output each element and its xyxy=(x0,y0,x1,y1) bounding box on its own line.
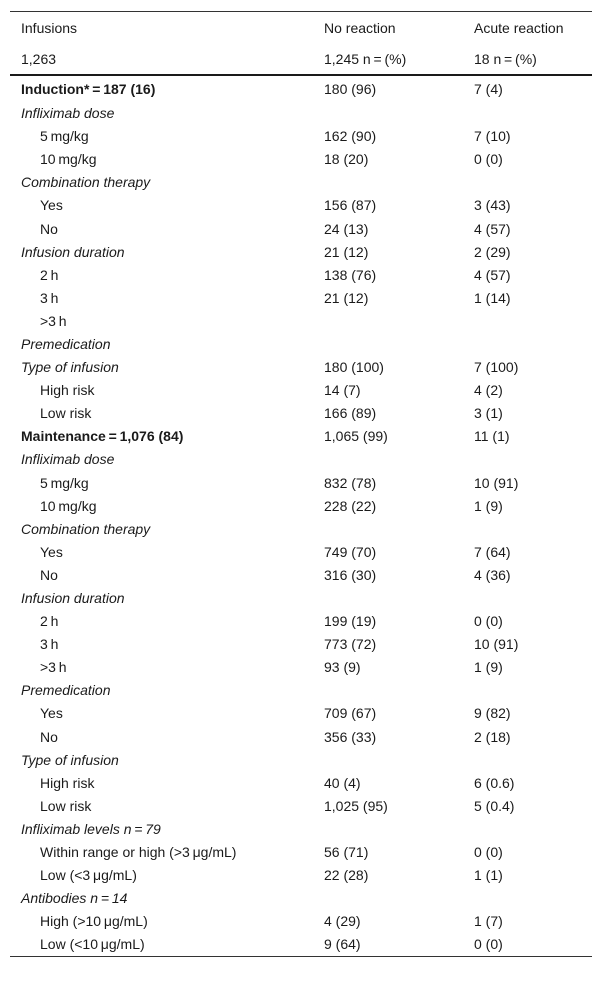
no-reaction-value xyxy=(313,818,463,841)
row-label: Infliximab dose xyxy=(21,105,115,122)
table-row xyxy=(10,749,592,772)
no-reaction-value: 709 (67) xyxy=(324,705,377,722)
row-label: Type of infusion xyxy=(21,359,119,376)
row-label: Induction* = 187 (16) xyxy=(21,80,156,97)
acute-reaction-value: 4 (57) xyxy=(474,266,511,283)
table-row xyxy=(10,194,592,217)
row-label: Low (<10 μg/mL) xyxy=(10,933,313,957)
row-label: >3 h xyxy=(40,659,67,676)
no-reaction-value: 21 (12) xyxy=(324,243,369,260)
acute-reaction-value: 7 (64) xyxy=(474,543,511,560)
table-row xyxy=(10,241,592,264)
acute-reaction-value xyxy=(463,749,592,772)
row-label: Combination therapy xyxy=(21,174,151,191)
row-label: Type of infusion xyxy=(21,751,119,768)
no-reaction-value: 9 (64) xyxy=(313,933,463,957)
acute-reaction-value xyxy=(463,818,592,841)
table-row xyxy=(10,333,592,356)
table-row xyxy=(10,587,592,610)
no-reaction-value xyxy=(313,171,463,194)
row-label: High risk xyxy=(40,382,95,399)
table-row xyxy=(10,402,592,425)
row-label: Infusion duration xyxy=(21,590,125,607)
acute-reaction-value: 1 (9) xyxy=(474,497,503,514)
table-row xyxy=(10,933,592,957)
row-label: Maintenance = 1,076 (84) xyxy=(21,428,184,445)
table-row xyxy=(10,633,592,656)
table-row xyxy=(10,356,592,379)
table-row xyxy=(10,148,592,171)
acute-reaction-value: 10 (91) xyxy=(474,636,519,653)
row-label: Yes xyxy=(40,705,63,722)
no-reaction-value: 93 (9) xyxy=(324,659,361,676)
header-no-reaction: No reaction xyxy=(324,19,396,36)
table-row xyxy=(10,818,592,841)
row-label: No xyxy=(40,728,58,745)
row-label: Premedication xyxy=(21,682,111,699)
no-reaction-value: 199 (19) xyxy=(324,613,377,630)
table-row xyxy=(10,472,592,495)
row-label: Yes xyxy=(40,197,63,214)
no-reaction-value: 22 (28) xyxy=(324,867,369,884)
acute-reaction-value: 1 (14) xyxy=(474,289,511,306)
table-row xyxy=(10,656,592,679)
no-reaction-value: 24 (13) xyxy=(324,220,369,237)
row-label: High risk xyxy=(40,774,95,791)
table-row xyxy=(10,841,592,864)
table-row xyxy=(10,610,592,633)
row-label: 10 mg/kg xyxy=(40,497,97,514)
acute-reaction-value: 7 (4) xyxy=(474,80,503,97)
table-row xyxy=(10,887,592,910)
row-label: 3 h xyxy=(40,636,59,653)
acute-reaction-value xyxy=(463,587,592,610)
row-label: 5 mg/kg xyxy=(40,474,89,491)
row-label: 5 mg/kg xyxy=(40,128,89,145)
no-reaction-value: 166 (89) xyxy=(324,405,377,422)
no-reaction-value xyxy=(313,333,463,356)
header-no-reaction-n: 1,245 n = (%) xyxy=(313,43,463,75)
row-label: Infliximab dose xyxy=(21,451,115,468)
no-reaction-value xyxy=(313,102,463,125)
acute-reaction-value xyxy=(463,518,592,541)
acute-reaction-value: 11 (1) xyxy=(474,428,510,445)
header-infusions: Infusions xyxy=(21,19,78,36)
row-label: Combination therapy xyxy=(21,520,151,537)
acute-reaction-value: 0 (0) xyxy=(474,613,503,630)
acute-reaction-value: 3 (1) xyxy=(474,405,503,422)
no-reaction-value: 749 (70) xyxy=(324,543,377,560)
acute-reaction-value xyxy=(463,102,592,125)
no-reaction-value: 156 (87) xyxy=(324,197,377,214)
no-reaction-value xyxy=(313,448,463,471)
no-reaction-value: 138 (76) xyxy=(324,266,377,283)
no-reaction-value xyxy=(313,518,463,541)
header-row-titles xyxy=(10,12,592,44)
table-row xyxy=(10,541,592,564)
no-reaction-value: 162 (90) xyxy=(324,128,377,145)
row-label: 3 h xyxy=(40,289,59,306)
no-reaction-value xyxy=(313,679,463,702)
table-row xyxy=(10,495,592,518)
acute-reaction-value xyxy=(463,333,592,356)
no-reaction-value: 4 (29) xyxy=(324,913,361,930)
table-row xyxy=(10,726,592,749)
acute-reaction-value xyxy=(463,448,592,471)
header-total-infusions: 1,263 xyxy=(10,43,313,75)
row-label: Low (<3 μg/mL) xyxy=(40,867,137,884)
table-row xyxy=(10,287,592,310)
table-row xyxy=(10,910,592,933)
table-row xyxy=(10,310,592,333)
acute-reaction-value: 0 (0) xyxy=(474,844,503,861)
acute-reaction-value: 0 (0) xyxy=(463,933,592,957)
acute-reaction-value: 7 (10) xyxy=(474,128,511,145)
acute-reaction-value: 3 (43) xyxy=(474,197,511,214)
row-label: No xyxy=(40,566,58,583)
no-reaction-value: 228 (22) xyxy=(324,497,377,514)
no-reaction-value: 14 (7) xyxy=(324,382,361,399)
infusion-reactions-table-container xyxy=(10,11,592,957)
acute-reaction-value: 0 (0) xyxy=(474,151,503,168)
acute-reaction-value: 2 (29) xyxy=(474,243,511,260)
table-row xyxy=(10,264,592,287)
acute-reaction-value: 6 (0.6) xyxy=(474,774,515,791)
no-reaction-value: 180 (100) xyxy=(324,359,384,376)
table-row xyxy=(10,171,592,194)
no-reaction-value: 316 (30) xyxy=(324,566,377,583)
row-label: Premedication xyxy=(21,335,111,352)
acute-reaction-value: 5 (0.4) xyxy=(474,797,515,814)
row-label: Infliximab levels n = 79 xyxy=(21,820,161,837)
acute-reaction-value: 7 (100) xyxy=(474,359,519,376)
acute-reaction-value xyxy=(463,679,592,702)
acute-reaction-value xyxy=(463,310,592,333)
no-reaction-value: 21 (12) xyxy=(324,289,369,306)
acute-reaction-value: 2 (18) xyxy=(474,728,511,745)
table-row xyxy=(10,125,592,148)
row-label: 2 h xyxy=(40,266,59,283)
header-acute-reaction-n: 18 n = (%) xyxy=(463,43,592,75)
no-reaction-value: 832 (78) xyxy=(324,474,377,491)
row-label: 10 mg/kg xyxy=(40,151,97,168)
table-row xyxy=(10,864,592,887)
table-row xyxy=(10,702,592,725)
no-reaction-value: 180 (96) xyxy=(324,80,377,97)
table-row xyxy=(10,518,592,541)
row-label: Low risk xyxy=(40,797,92,814)
table-row xyxy=(10,102,592,125)
table-row xyxy=(10,448,592,471)
no-reaction-value: 56 (71) xyxy=(324,844,369,861)
table-row xyxy=(10,425,592,448)
no-reaction-value xyxy=(313,887,463,910)
no-reaction-value xyxy=(313,587,463,610)
table-row xyxy=(10,795,592,818)
acute-reaction-value: 9 (82) xyxy=(474,705,511,722)
no-reaction-value: 1,025 (95) xyxy=(324,797,388,814)
acute-reaction-value xyxy=(463,887,592,910)
table-row xyxy=(10,679,592,702)
table-row xyxy=(10,75,592,102)
row-label: Within range or high (>3 μg/mL) xyxy=(40,844,237,861)
row-label: >3 h xyxy=(40,312,67,329)
table-row xyxy=(10,217,592,240)
no-reaction-value xyxy=(313,310,463,333)
acute-reaction-value xyxy=(463,171,592,194)
table-row xyxy=(10,772,592,795)
acute-reaction-value: 10 (91) xyxy=(474,474,519,491)
no-reaction-value xyxy=(313,749,463,772)
row-label: No xyxy=(40,220,58,237)
acute-reaction-value: 1 (9) xyxy=(474,659,503,676)
header-acute-reaction: Acute reaction xyxy=(474,19,564,36)
no-reaction-value: 18 (20) xyxy=(324,151,369,168)
no-reaction-value: 1,065 (99) xyxy=(324,428,388,445)
row-label: 2 h xyxy=(40,613,59,630)
row-label: Yes xyxy=(40,543,63,560)
row-label: Infusion duration xyxy=(21,243,125,260)
row-label: High (>10 μg/mL) xyxy=(40,913,148,930)
table-row xyxy=(10,564,592,587)
acute-reaction-value: 4 (36) xyxy=(474,566,511,583)
table-row xyxy=(10,379,592,402)
table-body xyxy=(10,75,592,957)
no-reaction-value: 356 (33) xyxy=(324,728,377,745)
no-reaction-value: 773 (72) xyxy=(324,636,377,653)
acute-reaction-value: 1 (7) xyxy=(474,913,503,930)
header-row-totals xyxy=(10,43,592,75)
acute-reaction-value: 1 (1) xyxy=(474,867,503,884)
acute-reaction-value: 4 (57) xyxy=(474,220,511,237)
row-label: Low risk xyxy=(40,405,92,422)
acute-reaction-value: 4 (2) xyxy=(474,382,503,399)
row-label: Antibodies n = 14 xyxy=(21,890,128,907)
no-reaction-value: 40 (4) xyxy=(324,774,361,791)
infusion-reactions-table xyxy=(10,11,592,957)
